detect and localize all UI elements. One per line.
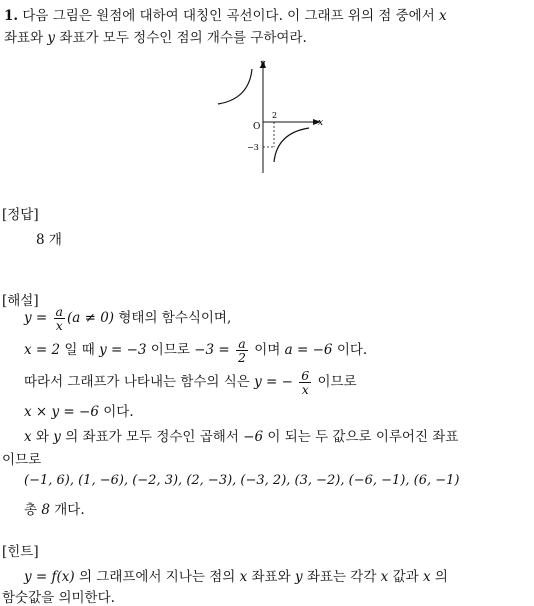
curve-lower-right <box>274 128 309 162</box>
expl-l2-g: a = −6 <box>284 342 333 358</box>
hint-l1-x: x <box>239 569 248 585</box>
problem-var-x: x <box>439 8 447 24</box>
problem-var-y: y <box>47 30 56 46</box>
answer-value: 8 개 <box>36 232 62 248</box>
explanation-line-5 <box>24 425 458 445</box>
problem-line-2 <box>4 26 307 46</box>
hint-l1-b: 좌표와 <box>251 569 291 585</box>
expl-l3-fraction <box>299 369 311 396</box>
problem-text-2b: 좌표가 모두 정수인 점의 개수를 구하여라. <box>59 30 307 46</box>
problem-number: 1. <box>4 8 19 24</box>
expl-l2-num: a <box>236 337 248 351</box>
hint-l1-y: y <box>294 569 303 585</box>
expl-l5-b: 의 좌표가 모두 정수인 곱해서 <box>65 429 239 445</box>
expl-l4-b: 이다. <box>103 404 134 420</box>
expl-l1-cond: (a ≠ 0) <box>66 310 115 326</box>
hint-l1-x3: x <box>422 569 431 585</box>
expl-l5-x: x <box>24 429 32 445</box>
expl-l1-fraction <box>54 305 65 332</box>
explanation-header: [해설] <box>2 293 39 309</box>
expl-l3-a: 따라서 그래프가 나타내는 함수의 식은 <box>24 374 250 390</box>
expl-l1-text: 형태의 함수식이며, <box>118 310 232 326</box>
explanation-line-4 <box>24 400 134 420</box>
hint-l1-a: 의 그래프에서 지나는 점의 <box>78 569 236 585</box>
explanation-line-6: 이므로 <box>2 452 42 468</box>
expl-l8-c: 개다. <box>54 502 85 518</box>
expl-l2-f: 이며 <box>254 342 281 358</box>
problem-text-2a: 좌표와 <box>4 30 44 46</box>
explanation-line-3 <box>24 369 357 396</box>
hyperbola-graph <box>210 55 340 175</box>
expl-l5-y: y <box>53 429 61 445</box>
hint-line-1 <box>24 565 448 585</box>
explanation-line-8 <box>24 498 85 518</box>
problem-line-1 <box>4 4 447 24</box>
expl-l1-num: a <box>55 304 63 319</box>
expl-l8-a: 총 <box>24 502 38 518</box>
expl-l8-b: 8 <box>41 502 50 518</box>
tick-x-label: 2 <box>272 111 278 120</box>
explanation-line-7: (−1, 6), (1, −6), (−2, 3), (2, −3), (−3, 2), (3, −2), (−6, −1), (6, −1) <box>24 473 460 488</box>
x-axis-label: x <box>318 118 324 128</box>
problem-text-1: 다음 그림은 원점에 대하여 대칭인 곡선이다. 이 그래프 위의 점 중에서 <box>22 8 435 24</box>
expl-l3-eq: y = − <box>254 374 293 390</box>
hint-l1-eq: y = f(x) <box>24 569 75 585</box>
expl-l5-a: 와 <box>35 429 49 445</box>
explanation-line-2 <box>24 337 367 364</box>
expl-l2-e: −3 = <box>194 342 230 358</box>
expl-l3-den: x <box>301 382 309 397</box>
expl-l5-d: 이 되는 두 값으로 이루어진 좌표 <box>267 429 459 445</box>
expl-l3-num: 6 <box>301 368 310 383</box>
expl-l2-b: 일 때 <box>64 342 95 358</box>
expl-l4-eq: x × y = −6 <box>24 404 99 420</box>
answer-header: [정답] <box>2 207 39 223</box>
expl-l3-b: 이므로 <box>317 374 357 390</box>
expl-l2-fraction <box>236 337 248 364</box>
expl-l2-c: y = −3 <box>99 342 147 358</box>
expl-l1-eq: y = <box>24 310 48 326</box>
explanation-line-1 <box>24 305 231 332</box>
expl-l2-a: x = 2 <box>24 342 61 358</box>
hint-l1-x2: x <box>380 569 389 585</box>
y-axis-label: y <box>260 59 266 69</box>
expl-l5-c: −6 <box>243 429 264 445</box>
expl-l2-den: 2 <box>238 350 246 365</box>
tick-y-label: −3 <box>247 143 259 152</box>
origin-label: O <box>253 122 261 132</box>
hint-header: [힌트] <box>2 544 39 560</box>
hint-l1-e: 의 <box>434 569 448 585</box>
hint-l1-c: 좌표는 각각 <box>306 569 377 585</box>
expl-l2-d: 이므로 <box>150 342 190 358</box>
curve-upper-left <box>218 69 252 104</box>
expl-l2-h: 이다. <box>336 342 368 358</box>
hint-l1-d: 값과 <box>392 569 419 585</box>
hint-line-2: 함숫값을 의미한다. <box>2 590 115 606</box>
expl-l1-den: x <box>55 318 63 333</box>
